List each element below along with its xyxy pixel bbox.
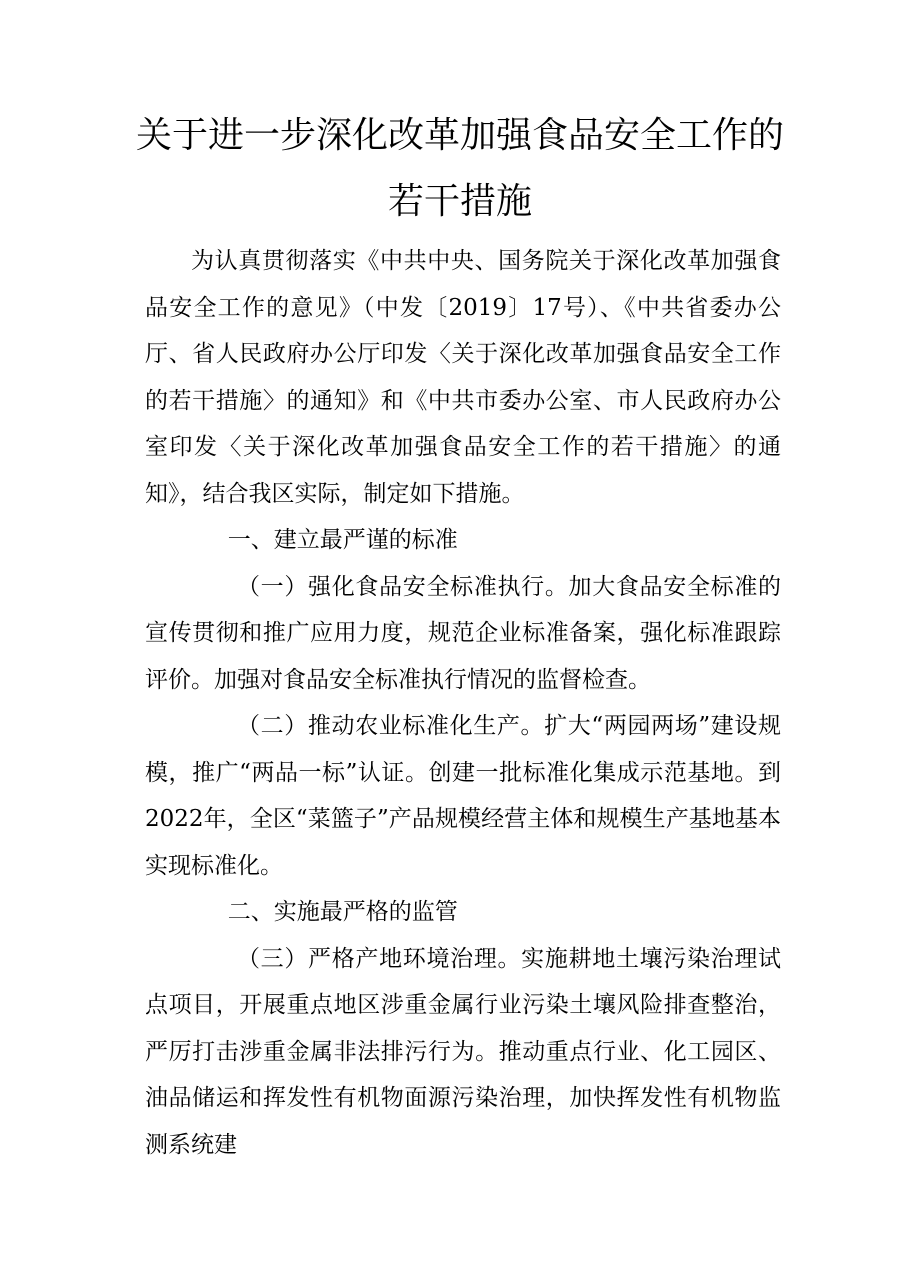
section-heading-2: 二、实施最严格的监管 (227, 899, 458, 925)
paragraph-item-3: （三）严格产地环境治理。实施耕地土壤污染治理试点项目，开展重点地区涉重金属行业污染土壤风险排查整治，严厉打击涉重金属非法排污行为。推动重点行业、化工园区、油品储运和挥发性有机物面源污染治理，加快挥发性有机物监测系统建 (145, 945, 781, 1158)
document-title-line-2: 若干措施 (387, 181, 532, 222)
intro-paragraph: 为认真贯彻落实《中共中央、国务院关于深化改革加强食品安全工作的意见》（中发〔2019〕17号）、《中共省委办公厅、省人民政府办公厅印发〈关于深化改革加强食品安全工作的若干措施〉的通知》和《中共市委办公室、市人民政府办公室印发〈关于深化改革加强食品安全工作的若干措施〉的通知》，结合我区实际，制定如下措施。 (145, 248, 781, 507)
document-title-line-1: 关于进一步深化改革加强食品安全工作的 (135, 115, 784, 156)
document-body (145, 238, 781, 1168)
section-heading-1: 一、建立最严谨的标准 (227, 527, 458, 553)
paragraph-item-2: （二）推动农业标准化生产。扩大“两园两场”建设规模，推广“两品一标”认证。创建一批标准化集成示范基地。到2022年，全区“菜篮子”产品规模经营主体和规模生产基地基本实现标准化。 (145, 713, 781, 879)
paragraph-item-1: （一）强化食品安全标准执行。加大食品安全标准的宣传贯彻和推广应用力度，规范企业标准备案，强化标准跟踪评价。加强对食品安全标准执行情况的监督检查。 (145, 573, 781, 693)
